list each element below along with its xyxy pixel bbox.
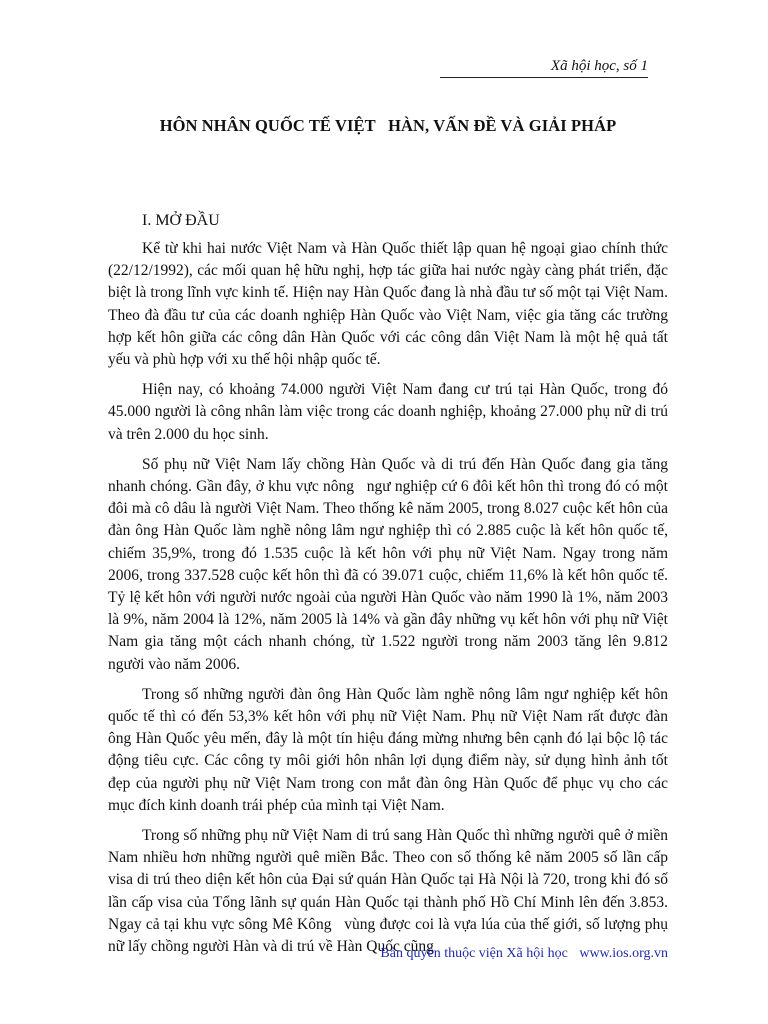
paragraph-3: Số phụ nữ Việt Nam lấy chồng Hàn Quốc và di trú đến Hàn Quốc đang gia tăng nhanh chóng. Gần đây, ở khu vực nông ngư nghiệp cứ 6 đôi kết hôn thì trong đó có một đôi mà cô dâu là người Việt Nam. Theo thống kê năm 2005, trong 8.027 cuộc kết hôn của đàn ông Hàn Quốc làm nghề nông lâm ngư nghiệp thì có 2.885 cuộc là kết hôn quốc tế, chiếm 35,9%, trong đó 1.535 cuộc là kết hôn với phụ nữ Việt Nam. Ngay trong năm 2006, trong 337.528 cuộc kết hôn thì đã có 39.071 cuộc, chiếm 11,6% là kết hôn quốc tế. Tỷ lệ kết hôn với người nước ngoài của người Hàn Quốc vào năm 1990 là 1%, năm 2003 là 9%, năm 2004 là 12%, năm 2005 là 14% và gần đây những vụ kết hôn với phụ nữ Việt Nam gia tăng một cách nhanh chóng, từ 1.522 người trong năm 2003 tăng lên 9.812 người vào năm 2006. — [108, 455, 672, 673]
paragraph-2: Hiện nay, có khoảng 74.000 người Việt Nam đang cư trú tại Hàn Quốc, trong đó 45.000 người là công nhân làm việc trong các doanh nghiệp, khoảng 27.000 phụ nữ di trú và trên 2.000 du học sinh. — [108, 381, 672, 443]
paragraph-4: Trong số những người đàn ông Hàn Quốc làm nghề nông lâm ngư nghiệp kết hôn quốc tế thì có đến 53,3% kết hôn với phụ nữ Việt Nam. Phụ nữ Việt Nam rất được đàn ông Hàn Quốc yêu mến, đây là một tín hiệu đáng mừng nhưng bên cạnh đó lại bộc lộ tác động tiêu cực. Các công ty môi giới hôn nhân lợi dụng điểm này, sử dụng hình ảnh tốt đẹp của người phụ nữ Việt Nam trong con mắt đàn ông Hàn Quốc để phục vụ cho các mục đích kinh doanh trái phép của mình tại Việt Nam. — [108, 685, 672, 814]
footer — [330, 946, 668, 962]
footer-copyright: Bản quyền thuộc viện Xã hội học — [380, 946, 568, 961]
article-title: HÔN NHÂN QUỐC TẾ VIỆT HÀN, VẤN ĐỀ VÀ GIẢI PHÁP — [159, 116, 617, 135]
paragraph-5: Trong số những phụ nữ Việt Nam di trú sang Hàn Quốc thì những người quê ở miền Nam nhiều hơn những người quê miền Bắc. Theo con số thống kê năm 2005 số lần cấp visa di trú theo diện kết hôn của Đại sứ quán Hàn Quốc tại Hà Nội là 720, trong khi đó số lần cấp visa của Tổng lãnh sự quán Hàn Quốc tại thành phố Hồ Chí Minh lên đến 3.853. Ngay cả tại khu vực sông Mê Kông vùng được coi là vựa lúa của thế giới, số lượng phụ nữ lấy chồng người Hàn và di trú về Hàn Quốc cũng — [108, 827, 672, 956]
section-heading: I. MỞ ĐẦU — [142, 212, 220, 229]
article-body — [108, 238, 672, 966]
header-rule — [440, 77, 648, 78]
journal-header: Xã hội học, số 1 — [550, 58, 648, 74]
paragraph-1: Kể từ khi hai nước Việt Nam và Hàn Quốc thiết lập quan hệ ngoại giao chính thức (22/12/1992), các mối quan hệ hữu nghị, hợp tác giữa hai nước ngày càng phát triển, đặc biệt là trong lĩnh vực kinh tế. Hiện nay Hàn Quốc đang là nhà đầu tư số một tại Việt Nam. Theo đà đầu tư của các doanh nghiệp Hàn Quốc vào Việt Nam, việc gia tăng các trường hợp kết hôn giữa các công dân Hàn Quốc với các công dân Việt Nam là một hệ quả tất yếu và phù hợp với xu thế hội nhập quốc tế. — [108, 240, 672, 369]
footer-website-link[interactable]: www.ios.org.vn — [579, 946, 668, 961]
